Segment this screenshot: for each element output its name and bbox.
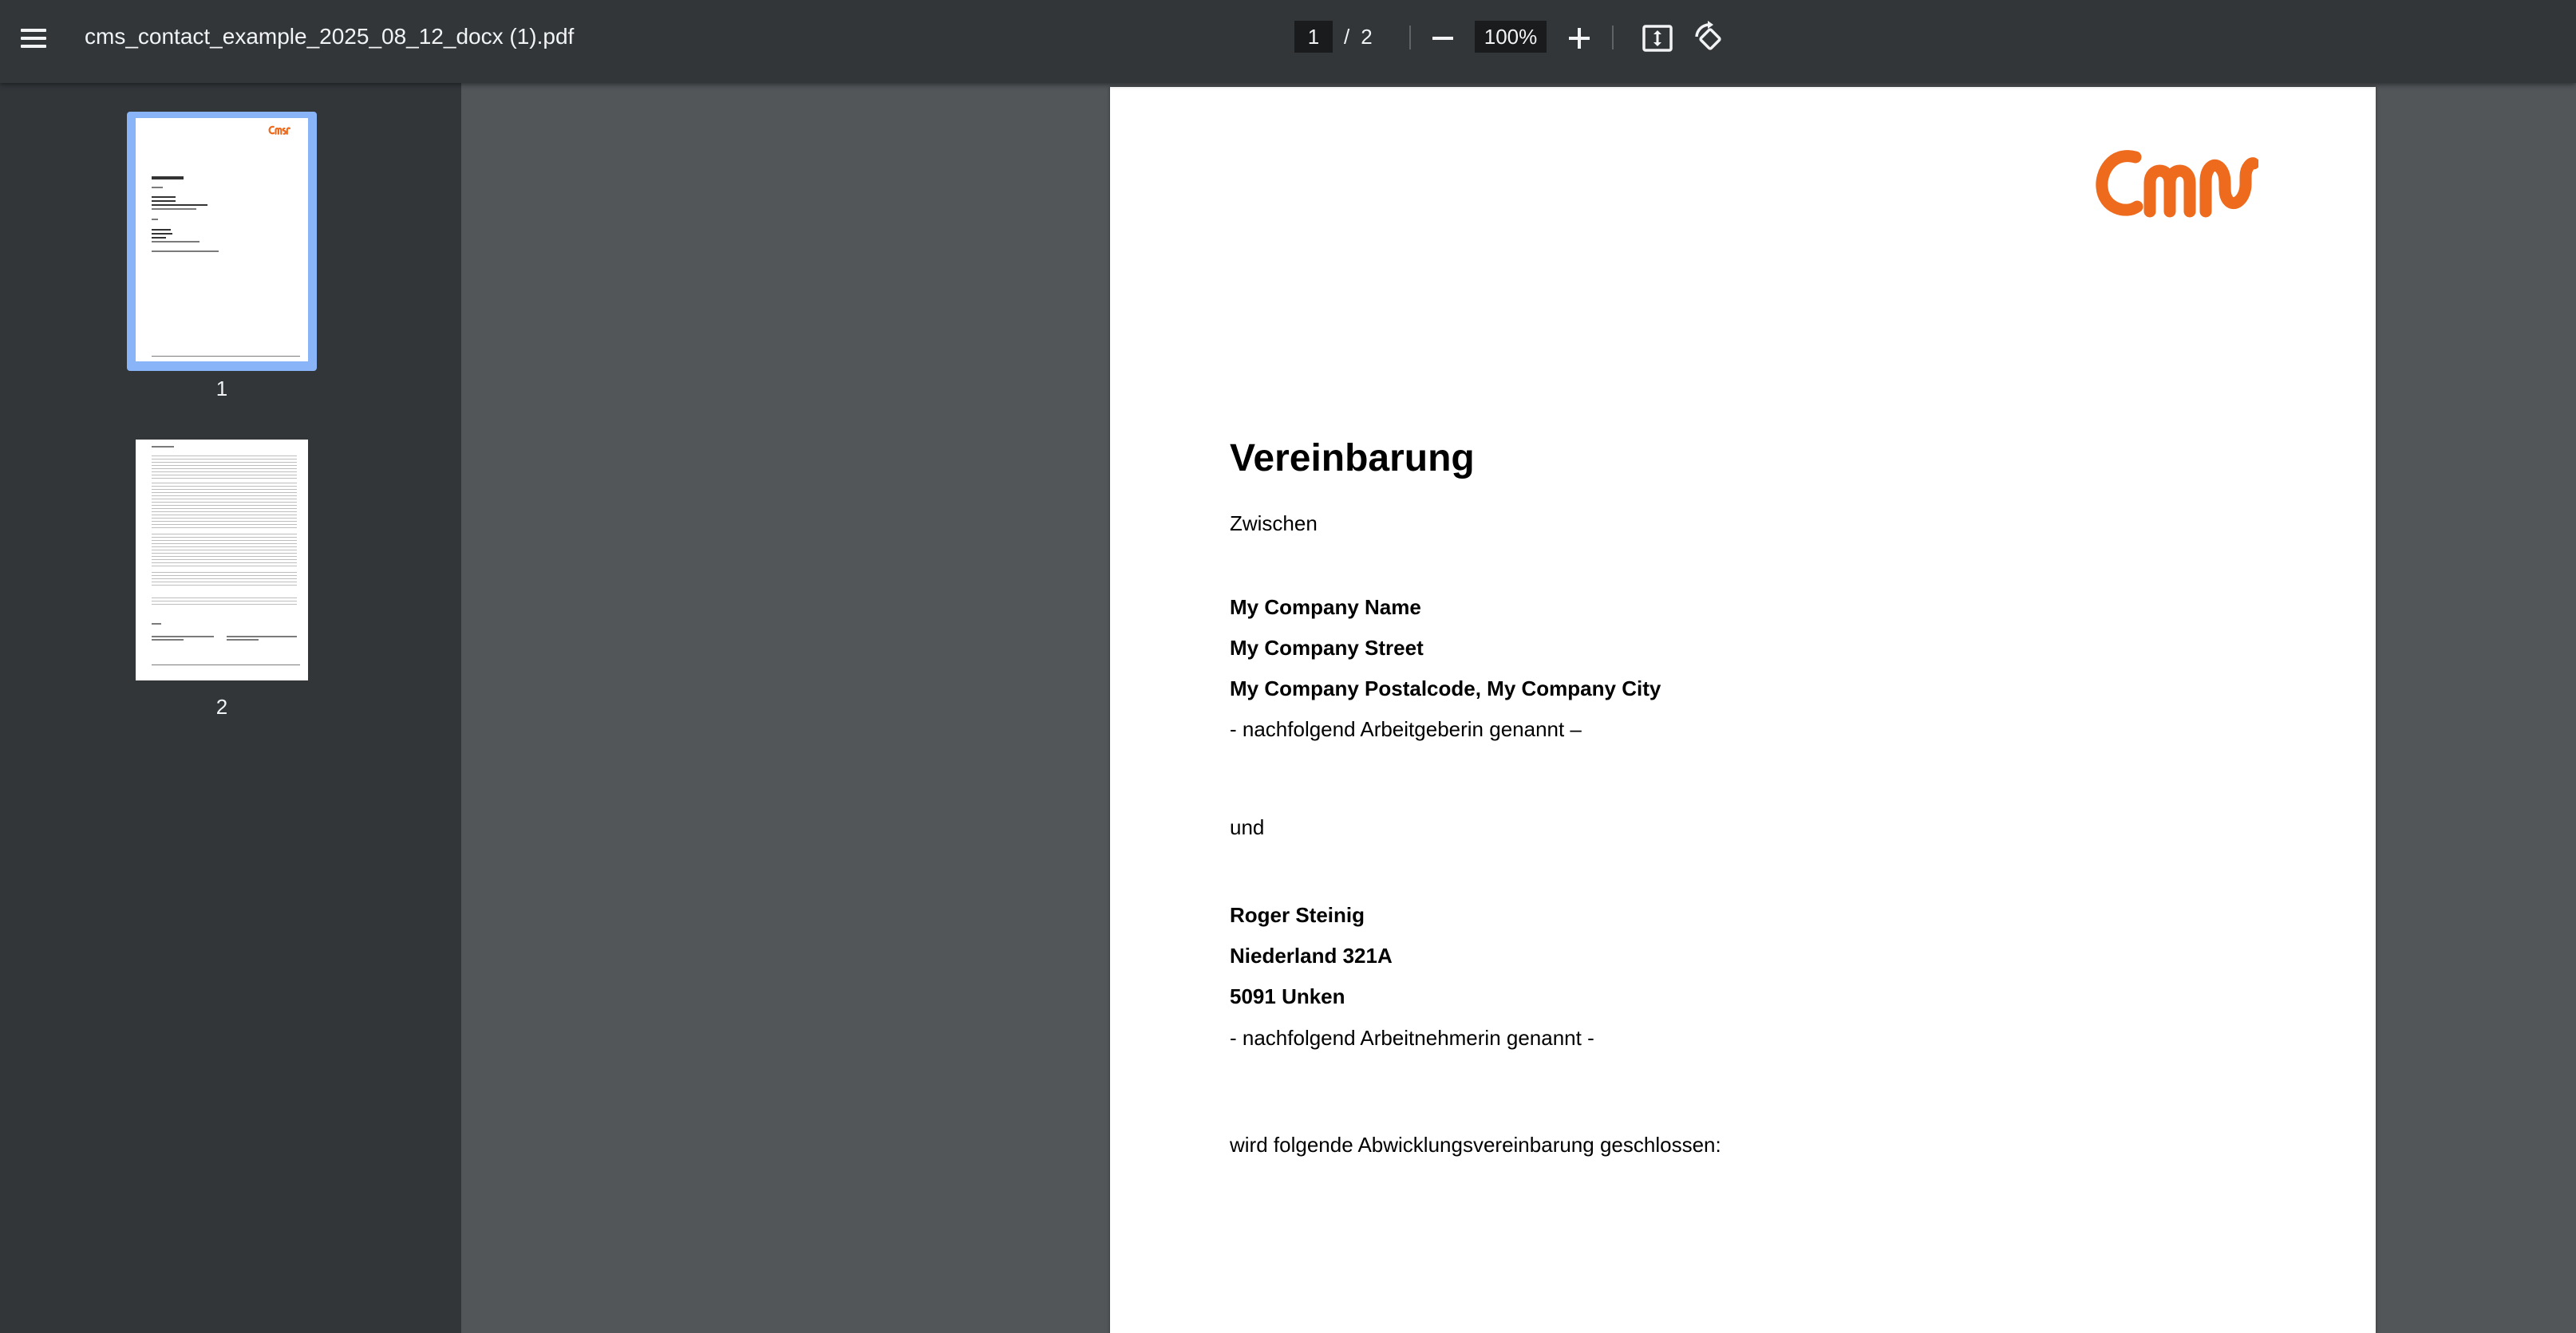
employee-street: Niederland 321A [1230, 944, 1393, 968]
cms-logo-icon [268, 124, 290, 136]
employer-note: - nachfolgend Arbeitgeberin genannt – [1230, 717, 1582, 741]
current-page-input[interactable] [1294, 21, 1333, 53]
pdf-toolbar [0, 0, 2576, 83]
employee-note: - nachfolgend Arbeitnehmerin genannt - [1230, 1026, 1594, 1050]
thumbnail-label-2: 2 [215, 695, 228, 719]
document-title: cms_contact_example_2025_08_12_docx (1).pdf [85, 24, 575, 49]
cms-logo-icon [2094, 143, 2258, 223]
document-heading: Vereinbarung [1230, 437, 1475, 479]
toolbar-divider [1612, 26, 1614, 49]
thumbnail-label-1: 1 [215, 377, 228, 400]
zoom-input[interactable] [1475, 21, 1547, 53]
company-name: My Company Name [1230, 595, 1421, 619]
rotate-icon [1692, 21, 1727, 56]
total-pages: 2 [1361, 24, 1373, 49]
fit-to-page-button[interactable] [1640, 21, 1675, 56]
employee-name: Roger Steinig [1230, 903, 1365, 927]
closing-text: wird folgende Abwicklungsvereinbarung geschlossen: [1230, 1133, 1721, 1157]
employee-city: 5091 Unken [1230, 984, 1345, 1008]
zoom-out-button[interactable] [1425, 21, 1460, 56]
thumbnail-page-1[interactable] [136, 118, 308, 361]
page-navigator [1294, 21, 1373, 53]
and-text: und [1230, 815, 1265, 839]
between-text: Zwischen [1230, 511, 1318, 535]
pdf-page-1 [1110, 87, 2376, 1333]
zoom-in-button[interactable] [1562, 21, 1597, 56]
rotate-button[interactable] [1692, 21, 1727, 56]
thumbnail-page-2[interactable] [136, 440, 308, 680]
menu-icon[interactable] [18, 22, 49, 54]
fit-page-icon [1640, 21, 1675, 56]
company-street: My Company Street [1230, 636, 1424, 660]
company-city: My Company Postalcode, My Company City [1230, 676, 1661, 700]
page-separator: / [1344, 24, 1350, 49]
toolbar-divider [1409, 26, 1411, 49]
minus-icon [1432, 37, 1453, 40]
